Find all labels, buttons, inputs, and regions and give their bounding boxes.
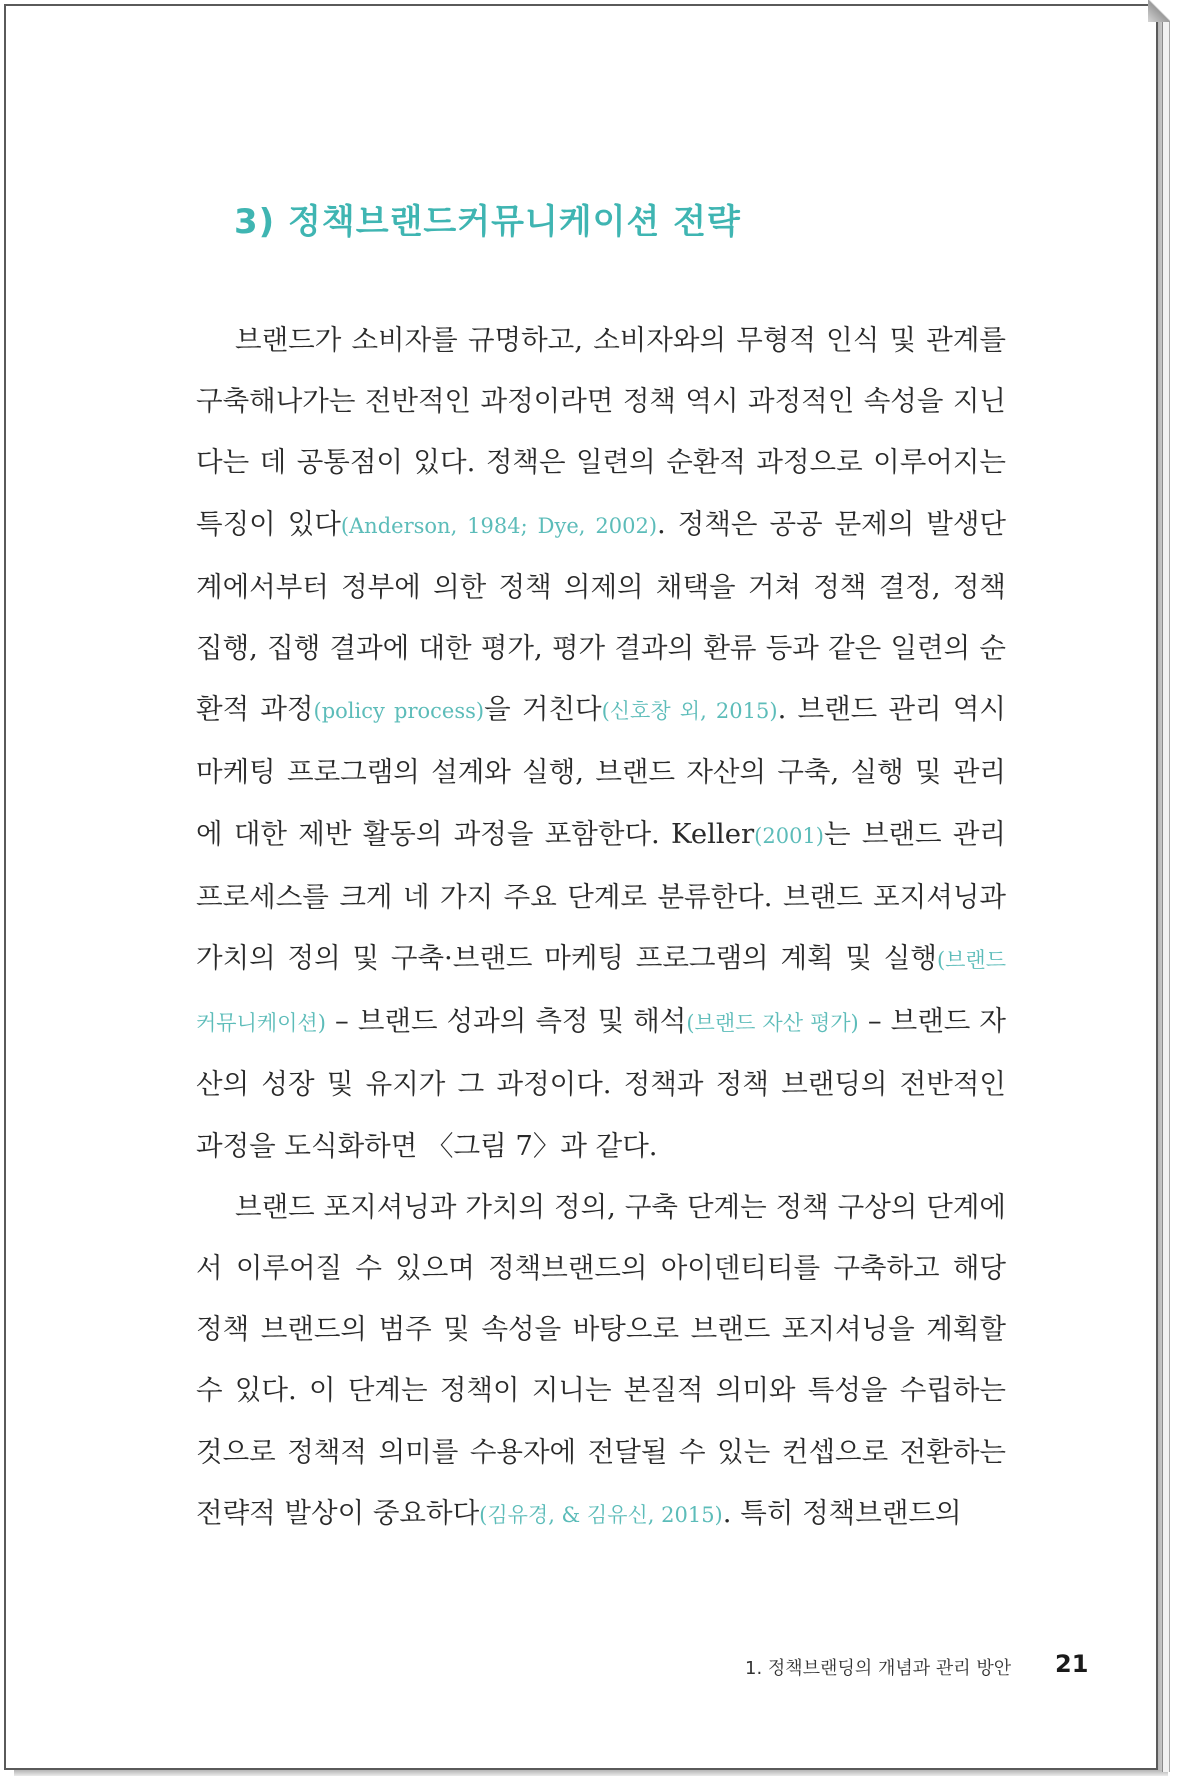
paragraph-text: 는 브랜드 관리 프로세스를 크게 네 가지 주요 단계로 분류한다. 브랜드 포지셔닝과 가치의 정의 및 구축·브랜드 마케팅 프로그램의 계획 및 실행: [196, 817, 1007, 975]
citation: (2001): [754, 823, 824, 848]
page-number: 21: [1055, 1650, 1089, 1678]
paragraph-text: – 브랜드 성과의 측정 및 해석: [325, 1005, 687, 1038]
paragraph-text: . 특히 정책브랜드의: [722, 1496, 962, 1529]
citation: (브랜드 커뮤니케이션): [196, 948, 1006, 1036]
paragraph-2: [196, 1177, 1006, 1546]
page-edge-stack: [1162, 8, 1170, 1772]
footer-chapter-title: 1. 정책브랜딩의 개념과 관리 방안: [745, 1658, 1012, 1679]
paragraph-1: [196, 310, 1006, 1177]
paragraph-text: 을 거친다: [484, 693, 602, 726]
citation: (브랜드 자산 평가): [686, 1011, 859, 1036]
page-shadow-bottom: [14, 1770, 1168, 1776]
section-heading: 3) 정책브랜드커뮤니케이션 전략: [234, 202, 741, 242]
page-corner-curl: [1148, 0, 1170, 22]
citation: (policy process): [313, 699, 485, 724]
body-text: [196, 310, 1006, 1546]
paragraph-text: . 브랜드 관리 역시 마케팅 프로그램의 설계와 실행, 브랜드 자산의 구축, 실행 및 관리에 대한 제반 활동의 과정을 포함한다. Keller: [196, 693, 1007, 850]
paragraph-text: . 정책은 공공 문제의 발생단계에서부터 정부에 의한 정책 의제의 채택을 거쳐 정책 결정, 정책 집행, 집행 결과에 대한 평가, 평가 결과의 환류 등과 같은 일련의 순환적 과정: [196, 507, 1006, 726]
citation: (김유경, & 김유신, 2015): [479, 1502, 723, 1527]
paragraph-text: 브랜드가 소비자를 규명하고, 소비자와의 무형적 인식 및 관계를 구축해나가는 전반적인 과정이라면 정책 역시 과정적인 속성을 지닌다는 데 공통점이 있다. 정책은 일련의 순환적 과정으로 이루어지는 특징이 있다: [196, 324, 1006, 540]
paragraph-text: – 브랜드 자산의 성장 및 유지가 그 과정이다. 정책과 정책 브랜딩의 전반적인 과정을 도식화하면 〈그림 7〉과 같다.: [196, 1005, 1006, 1162]
citation: (Anderson, 1984; Dye, 2002): [340, 513, 658, 538]
citation: (신호창 외, 2015): [601, 699, 778, 724]
paragraph-text: 브랜드 포지셔닝과 가치의 정의, 구축 단계는 정책 구상의 단계에서 이루어질 수 있으며 정책브랜드의 아이덴티티를 구축하고 해당 정책 브랜드의 범주 및 속성을 바탕으로 브랜드 포지셔닝을 계획할 수 있다. 이 단계는 정책이 지니는 본질적 의미와 특성을 수립하는 것으로 정책적 의미를 수용자에 전달될 수 있는 컨셉으로 전환하는 전략적 발상이 중요하다: [196, 1190, 1006, 1529]
